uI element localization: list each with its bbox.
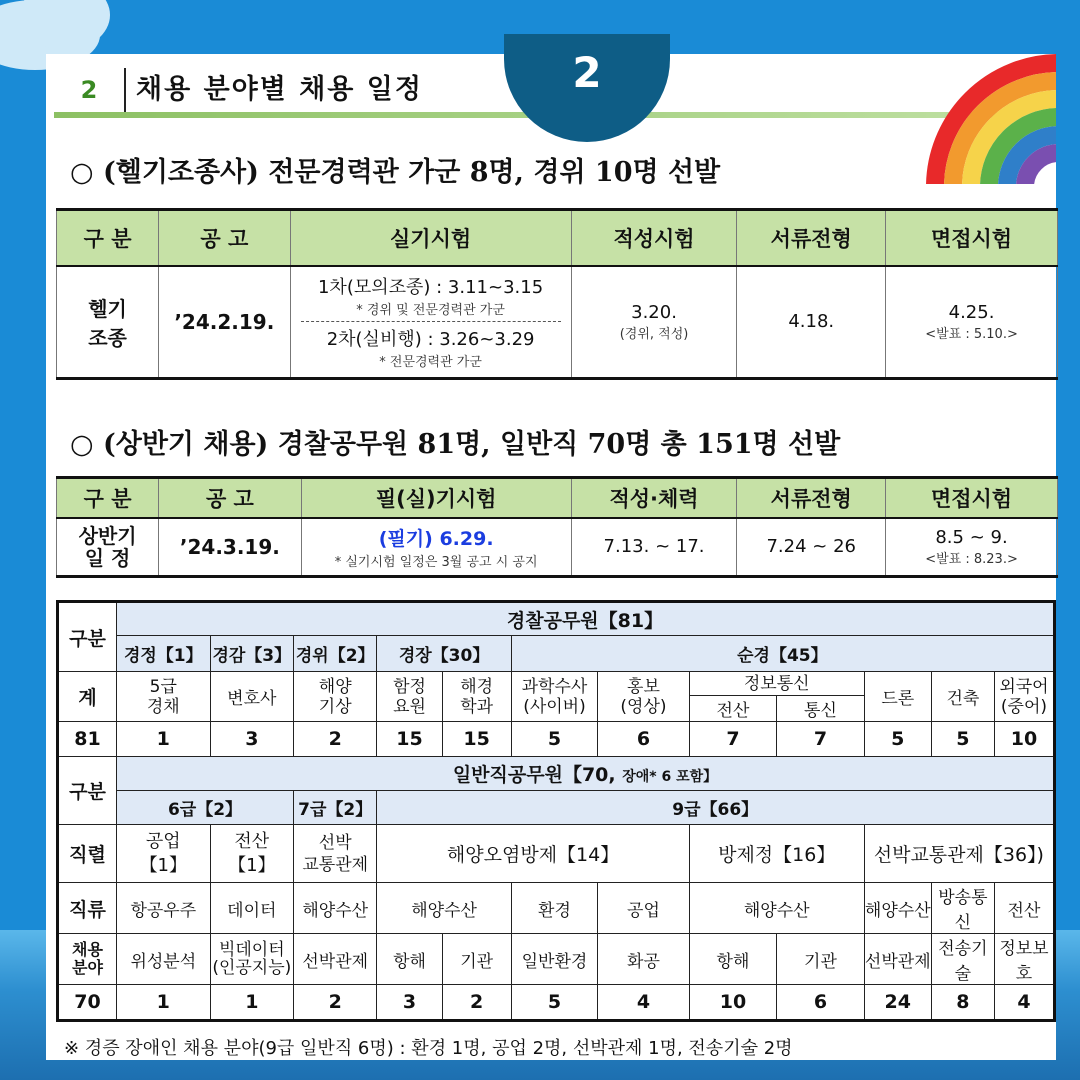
- series-label: 직렬: [58, 825, 117, 883]
- count-cell: 15: [442, 722, 511, 757]
- header-cell: 서류전형: [737, 478, 886, 518]
- area-cell: 항해: [689, 934, 776, 985]
- count-cell: 7: [777, 722, 864, 757]
- duty-cell: 전산: [994, 883, 1054, 934]
- content-card: [46, 48, 1056, 1060]
- area-cell: 기관: [442, 934, 511, 985]
- header-cell: 필(실)기시험: [301, 478, 571, 518]
- count-cell: 6: [598, 722, 690, 757]
- written-note: * 실기시험 일정은 3월 공고 시 공지: [334, 554, 538, 570]
- rank-cell: 경정【1】: [117, 636, 211, 672]
- count-cell: 8: [931, 985, 994, 1021]
- grade-cell: 9급【66】: [377, 791, 1055, 825]
- duty-cell: 환경: [511, 883, 597, 934]
- page-number-badge: 2: [504, 34, 670, 142]
- field-cell: 과학수사 (사이버): [511, 672, 597, 722]
- header-cell: 실기시험: [290, 210, 571, 266]
- rank-cell: 경장【30】: [377, 636, 511, 672]
- count-cell: 24: [864, 985, 931, 1021]
- group-label: 구분: [58, 602, 117, 672]
- police-title: 경찰공무원【81】: [117, 602, 1055, 636]
- count-cell: 3: [377, 985, 442, 1021]
- rank-cell: 경감【3】: [210, 636, 293, 672]
- area-cell: 화공: [598, 934, 690, 985]
- aptitude-date: 3.20.: [631, 301, 677, 323]
- count-cell: 2: [294, 985, 377, 1021]
- notice-date: ’24.2.19.: [159, 266, 290, 379]
- written-date: (필기) 6.29.: [378, 527, 494, 550]
- series-cell: 해양오염방제【14】: [377, 825, 689, 883]
- duty-cell: 해양수산: [864, 883, 931, 934]
- header-cell: 구 분: [57, 478, 159, 518]
- recruitment-fields-table: [56, 600, 1056, 1022]
- count-cell: 1: [210, 985, 293, 1021]
- duty-label: 직류: [58, 883, 117, 934]
- header-cell: 서류전형: [737, 210, 886, 266]
- count-cell: 7: [689, 722, 776, 757]
- count-cell: 1: [117, 722, 211, 757]
- count-cell: 3: [210, 722, 293, 757]
- interview-cell: [886, 266, 1058, 379]
- area-cell: 선박관제: [294, 934, 377, 985]
- header-cell: 공 고: [159, 478, 302, 518]
- written-exam-cell: [301, 518, 571, 577]
- count-cell: 10: [994, 722, 1054, 757]
- document-date: 7.24 ~ 26: [737, 518, 886, 577]
- header-cell: 면접시험: [886, 478, 1058, 518]
- helicopter-schedule-table: [56, 208, 1058, 380]
- group-label: 구분: [58, 757, 117, 825]
- duty-cell: 항공우주: [117, 883, 211, 934]
- series-cell: 선박 교통관제: [294, 825, 377, 883]
- practical-first-note: * 경위 및 전문경력관 가군: [356, 303, 505, 319]
- field-cell: 건축: [931, 672, 994, 722]
- field-cell: 홍보 (영상): [598, 672, 690, 722]
- count-cell: 2: [294, 722, 377, 757]
- area-cell: 전송기술: [931, 934, 994, 985]
- helicopter-section-title: ○ (헬기조종사) 전문경력관 가군 8명, 경위 10명 선발: [70, 157, 721, 188]
- total-value: 81: [58, 722, 117, 757]
- section-number: 2: [54, 68, 126, 112]
- row-label: 헬기 조종: [57, 266, 159, 379]
- rank-cell: 순경【45】: [511, 636, 1054, 672]
- count-cell: 5: [931, 722, 994, 757]
- header-cell: 적성시험: [571, 210, 737, 266]
- area-cell: 빅데이터 (인공지능): [210, 934, 293, 985]
- area-cell: 정보보호: [994, 934, 1054, 985]
- field-cell: 해양 기상: [294, 672, 377, 722]
- divider: [301, 321, 561, 322]
- section-title: 채용 분야별 채용 일정: [136, 74, 423, 105]
- field-cell: 외국어 (중어): [994, 672, 1054, 722]
- practical-exam-cell: [290, 266, 571, 379]
- aptitude-note: (경위, 적성): [619, 326, 689, 342]
- interview-note: <발표 : 5.10.>: [925, 326, 1018, 342]
- practical-second-note: * 전문경력관 가군: [379, 355, 482, 371]
- area-label: 채용 분야: [58, 934, 117, 985]
- notice-date: ’24.3.19.: [159, 518, 302, 577]
- practical-first: 1차(모의조종) : 3.11~3.15: [317, 277, 544, 299]
- count-cell: 5: [511, 722, 597, 757]
- footnote: ※ 경증 장애인 채용 분야(9급 일반직 6명) : 환경 1명, 공업 2명, 선박관제 1명, 전송기술 2명: [64, 1038, 793, 1059]
- count-cell: 1: [117, 985, 211, 1021]
- field-cell: 드론: [864, 672, 931, 722]
- interview-cell: [886, 518, 1058, 577]
- general-title: 일반직공무원【70,: [452, 764, 616, 786]
- area-cell: 위성분석: [117, 934, 211, 985]
- rank-cell: 경위【2】: [294, 636, 377, 672]
- header-cell: 구 분: [57, 210, 159, 266]
- area-cell: 항해: [377, 934, 442, 985]
- count-cell: 6: [777, 985, 864, 1021]
- header-cell: 면접시험: [886, 210, 1058, 266]
- count-cell: 2: [442, 985, 511, 1021]
- interview-note: <발표 : 8.23.>: [925, 551, 1018, 567]
- total-value: 70: [58, 985, 117, 1021]
- field-cell: 해경 학과: [442, 672, 511, 722]
- count-cell: 10: [689, 985, 776, 1021]
- header-cell: 적성·체력: [571, 478, 737, 518]
- series-cell: 선박교통관제【36】): [864, 825, 1054, 883]
- count-cell: 4: [994, 985, 1054, 1021]
- area-cell: 기관: [777, 934, 864, 985]
- field-cell: 정보통신: [689, 672, 864, 696]
- count-cell: 15: [377, 722, 442, 757]
- general-title-note: 장애* 6 포함】: [622, 769, 718, 785]
- general-title-cell: [117, 757, 1055, 791]
- recruitment-section-title: ○ (상반기 채용) 경찰공무원 81명, 일반직 70명 총 151명 선발: [70, 429, 841, 460]
- grade-cell: 7급【2】: [294, 791, 377, 825]
- field-cell: 전산: [689, 696, 776, 722]
- series-cell: 전산 【1】: [210, 825, 293, 883]
- duty-cell: 공업: [598, 883, 690, 934]
- area-cell: 일반환경: [511, 934, 597, 985]
- aptitude-cell: [571, 266, 737, 379]
- area-cell: 선박관제: [864, 934, 931, 985]
- rainbow-decoration: [926, 54, 1056, 184]
- grade-cell: 6급【2】: [117, 791, 294, 825]
- duty-cell: 해양수산: [294, 883, 377, 934]
- duty-cell: 방송통신: [931, 883, 994, 934]
- header-cell: 공 고: [159, 210, 290, 266]
- duty-cell: 해양수산: [377, 883, 511, 934]
- total-label: 계: [58, 672, 117, 722]
- aptitude-date: 7.13. ~ 17.: [571, 518, 737, 577]
- field-cell: 통신: [777, 696, 864, 722]
- field-cell: 함정 요원: [377, 672, 442, 722]
- practical-second: 2차(실비행) : 3.26~3.29: [326, 329, 535, 351]
- recruitment-schedule-table: [56, 476, 1058, 578]
- duty-cell: 데이터: [210, 883, 293, 934]
- interview-date: 4.25.: [948, 301, 995, 323]
- interview-date: 8.5 ~ 9.: [935, 526, 1008, 548]
- document-date: 4.18.: [737, 266, 886, 379]
- count-cell: 5: [511, 985, 597, 1021]
- row-label: 상반기 일 정: [57, 518, 159, 577]
- series-cell: 방제정【16】: [689, 825, 864, 883]
- count-cell: 4: [598, 985, 690, 1021]
- count-cell: 5: [864, 722, 931, 757]
- field-cell: 변호사: [210, 672, 293, 722]
- field-cell: 5급 경채: [117, 672, 211, 722]
- duty-cell: 해양수산: [689, 883, 864, 934]
- series-cell: 공업 【1】: [117, 825, 211, 883]
